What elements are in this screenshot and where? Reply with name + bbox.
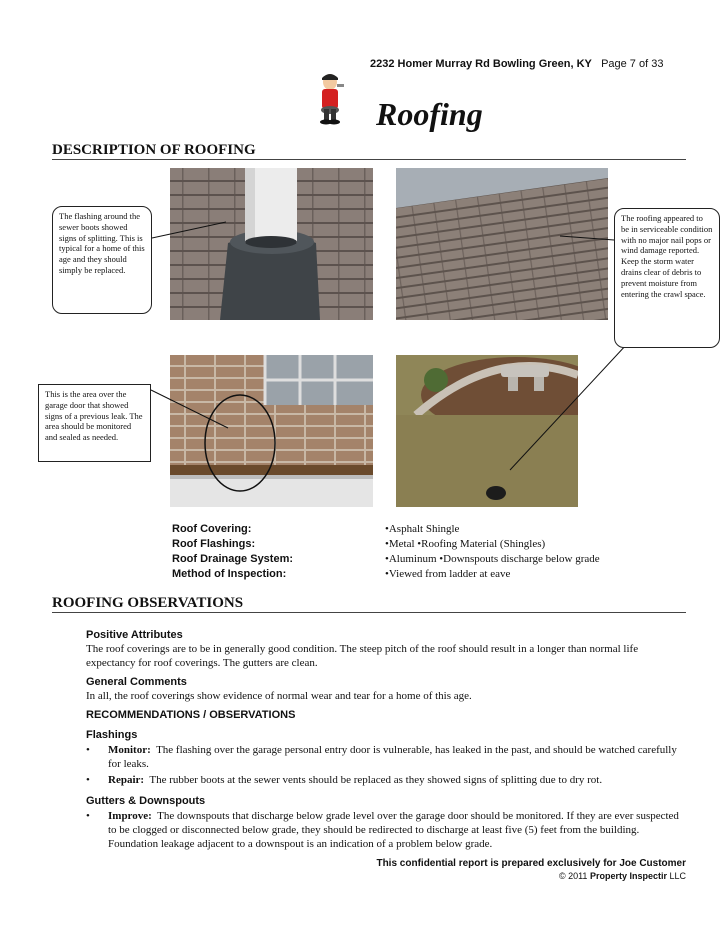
- gutters-section: [86, 794, 686, 851]
- copyright: [559, 871, 686, 881]
- description-heading: DESCRIPTION OF ROOFING: [52, 142, 256, 158]
- general-text: In all, the roof coverings show evidence of normal wear and tear for a home of this age.: [86, 690, 472, 702]
- spec-value: •Asphalt Shingle: [385, 523, 460, 535]
- page-title: Roofing: [376, 96, 483, 132]
- confidential-notice: This confidential report is prepared exclusively for Joe Customer: [376, 858, 686, 869]
- company-name: Property Inspectir: [589, 871, 667, 881]
- item-text: The downspouts that discharge below grade level over the garage door should be monitored. If they are ever suspected to be clogged or disconnected below grade, they should be redirected to discharge at least five (5) feet from the building. Foundation leakage adjacent to a downspout is an indication of a problem below grade.: [108, 810, 679, 850]
- photo-sewer-boot: [170, 168, 373, 320]
- general-comments: [86, 675, 686, 703]
- callout-sewer-boots: The flashing around the sewer boots showed signs of splitting. This is typical for a home of this age and they should simply be replaced.: [52, 206, 152, 314]
- page-number: Page 7 of 33: [601, 58, 664, 70]
- list-item: • Monitor: The flashing over the garage personal entry door is vulnerable, has leaked in the past, and should be watched carefully for leaks.: [86, 744, 677, 770]
- item-tag: Repair:: [108, 774, 145, 786]
- list-item: • Repair: The rubber boots at the sewer vents should be replaced as they showed signs of splitting due to dry rot.: [86, 774, 603, 786]
- photo-roof-slope: [396, 168, 608, 320]
- gutters-heading: Gutters & Downspouts: [86, 795, 206, 807]
- company-suffix: LLC: [666, 871, 686, 881]
- inspector-mascot-icon: [312, 70, 348, 126]
- report-header: [370, 58, 663, 70]
- spec-label: Method of Inspection:: [172, 568, 287, 580]
- spec-value: •Metal •Roofing Material (Shingles): [385, 538, 546, 550]
- recommendations-heading: RECOMMENDATIONS / OBSERVATIONS: [86, 709, 296, 721]
- callout-garage-leak: This is the area over the garage door that showed signs of a previous leak. The area should be monitored and sealed as needed.: [38, 384, 151, 462]
- general-heading: General Comments: [86, 676, 187, 688]
- positive-heading: Positive Attributes: [86, 629, 183, 641]
- item-text: The flashing over the garage personal entry door is vulnerable, has leaked in the past, and should be watched carefully for leaks.: [108, 744, 677, 770]
- property-address: 2232 Homer Murray Rd Bowling Green, KY: [370, 58, 592, 70]
- spec-label: Roof Flashings:: [172, 538, 256, 550]
- item-tag: Monitor:: [108, 744, 151, 756]
- item-text: The rubber boots at the sewer vents should be replaced as they showed signs of splitting due to dry rot.: [149, 774, 603, 786]
- positive-attributes: [86, 628, 686, 670]
- flashings-section: [86, 728, 686, 787]
- photo-garage-brick: [170, 355, 373, 507]
- divider: [52, 159, 686, 160]
- spec-label: Roof Covering:: [172, 523, 252, 535]
- flashings-heading: Flashings: [86, 729, 138, 741]
- observations-heading: ROOFING OBSERVATIONS: [52, 595, 244, 611]
- spec-value: •Viewed from ladder at eave: [385, 568, 511, 580]
- photo-downspout-yard: [396, 355, 578, 507]
- callout-roof-condition: The roofing appeared to be in serviceable condition with no major nail pops or wind damage reported. Keep the storm water drains clear of debris to prevent moisture from entering the crawl space.: [614, 208, 720, 348]
- list-item: • Improve: The downspouts that discharge below grade level over the garage door should be monitored. If they are ever suspected to be clogged or disconnected below grade, they should be redirected to discharge at least five (5) feet from the building. Foundation leakage adjacent to a downspout is an indication of a problem below grade.: [86, 810, 679, 850]
- spec-value: •Aluminum •Downspouts discharge below grade: [385, 553, 600, 565]
- copyright-prefix: © 2011: [558, 871, 590, 881]
- spec-label: Roof Drainage System:: [172, 553, 294, 565]
- item-tag: Improve:: [108, 810, 152, 822]
- divider: [52, 612, 686, 613]
- positive-text: The roof coverings are to be in generally good condition. The steep pitch of the roof should result in a longer than normal life expectancy for roof coverings. The gutters are clean.: [86, 643, 639, 669]
